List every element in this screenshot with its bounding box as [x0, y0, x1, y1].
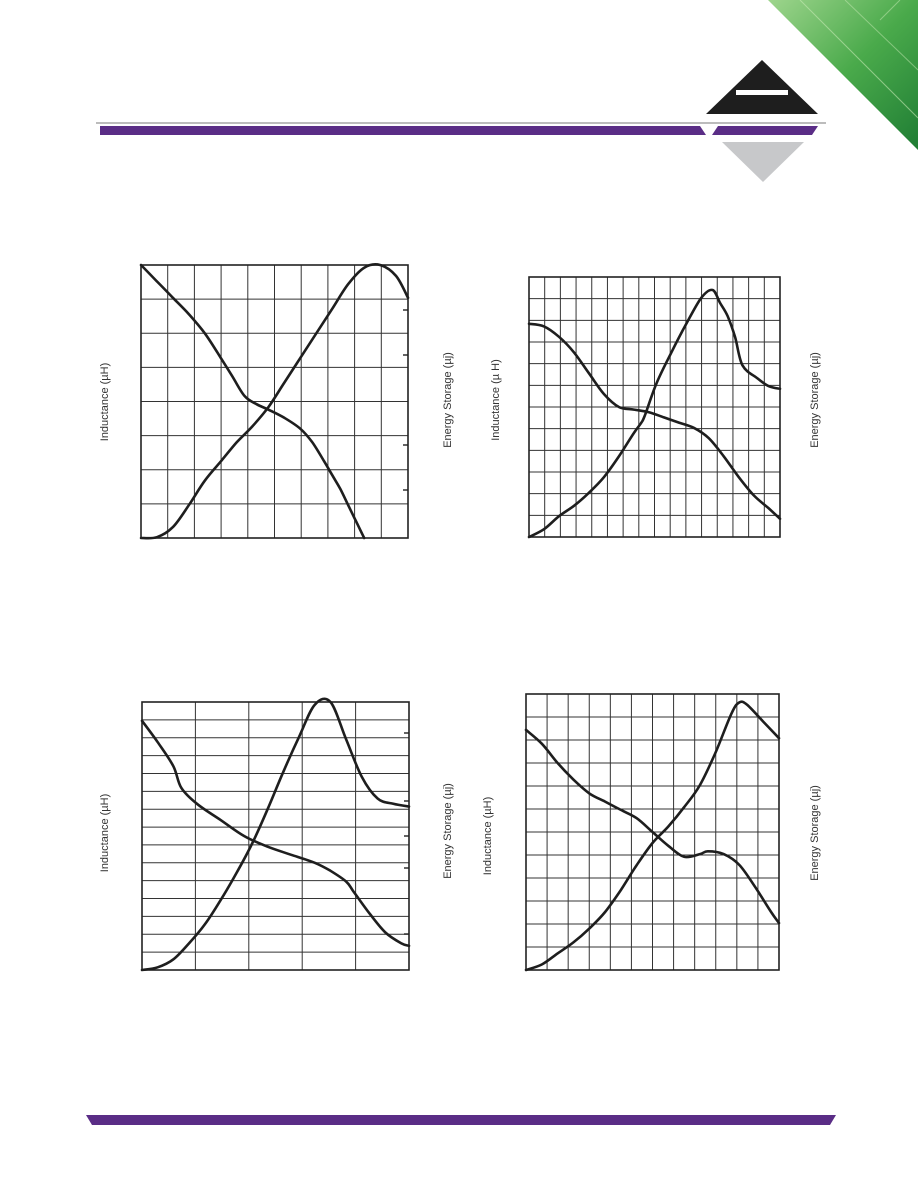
chart-1-ylabel: Inductance (µH) — [99, 362, 111, 442]
inductance-chart-1 — [141, 264, 408, 538]
energy-storage-curve — [142, 699, 409, 970]
inductance-curve — [142, 721, 409, 946]
chart-2-ylabel: Inductance (µ H) — [490, 359, 502, 441]
company-logo — [706, 60, 818, 182]
footer-bar — [86, 1115, 836, 1125]
chart-3-y2label: Energy Storage (µj) — [442, 783, 454, 879]
inductance-chart-3 — [142, 699, 409, 970]
chart-4-ylabel: Inductance (µH) — [482, 796, 494, 876]
chart-3-ylabel: Inductance (µH) — [99, 793, 111, 873]
plot-frame — [142, 702, 409, 970]
inductance-chart-4 — [526, 694, 779, 970]
header-rule — [96, 123, 826, 135]
chart-1-y2label: Energy Storage (µj) — [442, 352, 454, 448]
inductance-chart-2 — [529, 277, 780, 537]
chart-4-y2label: Energy Storage (µj) — [809, 785, 821, 881]
chart-2-y2label: Energy Storage (µj) — [809, 352, 821, 448]
